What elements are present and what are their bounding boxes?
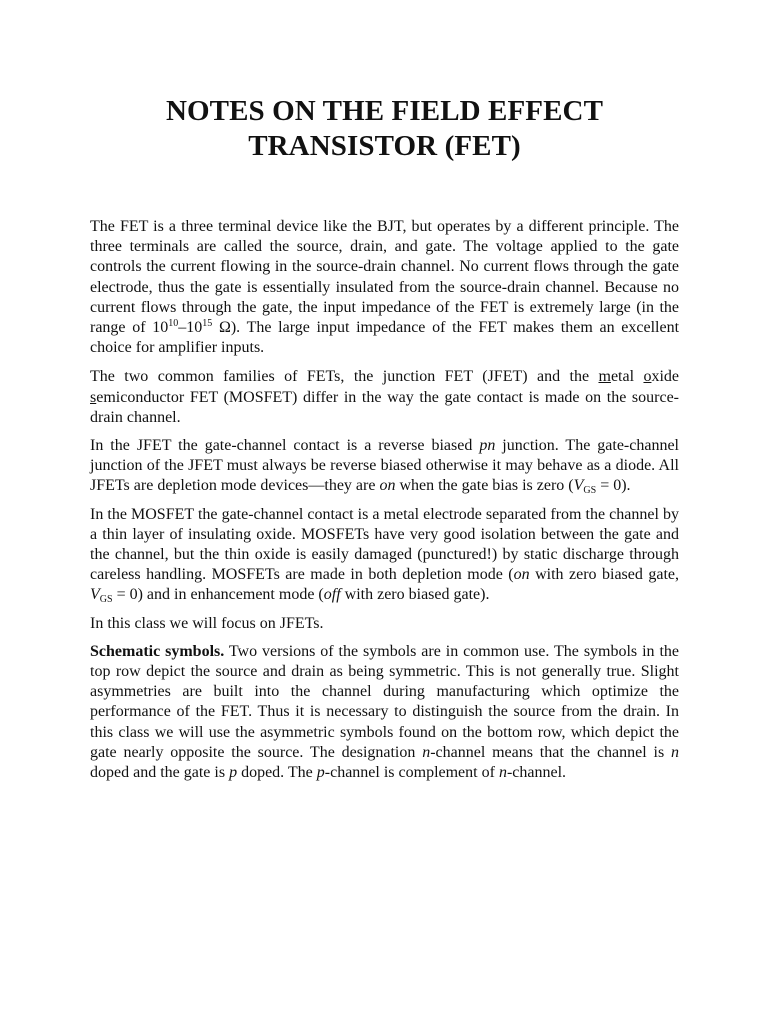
paragraph-mosfet	[90, 505, 679, 606]
text-run: –10	[178, 319, 203, 337]
superscript: 15	[202, 318, 213, 330]
text-run: The FET is a three terminal device like the BJT, but operates by a different principle. The three terminals are called the source, drain, and gate. The voltage applied to the gate controls the current flowing in the source-drain channel. No current flows through the gate electrode, thus the gate is essentially insulated from the source-drain channel. Because no current flows through the gate, the input impedance of the FET is extremely large (in the range of 10	[90, 218, 679, 337]
subscript: GS	[583, 485, 597, 497]
superscript: 10	[168, 318, 179, 330]
text-run: In the JFET the gate-channel contact is a reverse biased	[90, 437, 480, 455]
italic-term: pn	[479, 437, 496, 455]
subscript: GS	[99, 594, 113, 606]
text-run: xide	[651, 368, 680, 386]
italic-term: on	[379, 477, 396, 495]
italic-term: off	[323, 586, 341, 604]
text-run: = 0) and in enhancement mode (	[112, 586, 324, 604]
paragraph-fet-families	[90, 367, 679, 428]
italic-term: on	[513, 566, 530, 584]
italic-term: n	[422, 743, 431, 761]
text-run: emiconductor FET (MOSFET) differ in the way the gate contact is made on the source-drain channel.	[90, 388, 679, 426]
text-run: -channel is complement of	[324, 764, 499, 782]
text-run: with zero biased gate).	[340, 586, 490, 604]
text-run: when the gate bias is zero (	[395, 477, 574, 495]
text-run: with zero biased gate,	[529, 566, 680, 584]
bold-heading: Schematic symbols.	[90, 642, 225, 660]
italic-term: p	[316, 764, 325, 782]
text-run: The large input impedance of the FET makes them an excellent choice for amplifier inputs.	[90, 319, 680, 357]
text-run: = 0).	[596, 477, 631, 495]
document-body	[90, 217, 679, 783]
paragraph-class-focus: In this class we will focus on JFETs.	[90, 614, 324, 632]
text-run: doped and the gate is	[90, 764, 230, 782]
italic-term: n	[498, 764, 507, 782]
underlined-letter: s	[90, 388, 97, 406]
text-run: etal	[610, 368, 644, 386]
paragraph-intro	[90, 217, 679, 358]
paragraph-jfet	[90, 436, 679, 497]
text-run: In the MOSFET the gate-channel contact is a metal electrode separated from the channel by a thin layer of insulating oxide. MOSFETs have very good isolation between the gate and the channel, but the thin oxide is easily damaged (punctured!) by static discharge through careless handling. MOSFETs are made in both depletion mode (	[90, 505, 679, 584]
text-run: -channel.	[506, 764, 567, 782]
text-run: junction. The gate-channel junction of the JFET must always be reverse biased otherwise it may behave as a diode. All JFETs are depletion mode devices—they are	[90, 437, 680, 495]
italic-term: p	[229, 764, 238, 782]
page-title: NOTES ON THE FIELD EFFECT TRANSISTOR (FET)	[165, 95, 604, 162]
text-run: doped. The	[237, 764, 317, 782]
text-run: Two versions of the symbols are in common use. The symbols in the top row depict the source and drain as being symmetric. This is not generally true. Slight asymmetries are built into the channel during manufacturing which optimize the performance of the FET. Thus it is necessary to distinguish the source from the drain. In this class we will use the asymmetric symbols found on the bottom row, which depict the gate nearly opposite the source. The designation	[90, 642, 680, 761]
italic-term: V	[573, 477, 584, 495]
italic-term: n	[671, 743, 679, 761]
text-run: -channel means that the channel is	[430, 743, 671, 761]
underlined-letter: m	[598, 368, 611, 386]
underlined-letter: o	[643, 368, 652, 386]
ohm-unit: Ω).	[212, 319, 241, 337]
paragraph-schematic-symbols	[90, 642, 679, 783]
text-run: The two common families of FETs, the junction FET (JFET) and the	[90, 368, 599, 386]
italic-term: V	[90, 586, 100, 604]
